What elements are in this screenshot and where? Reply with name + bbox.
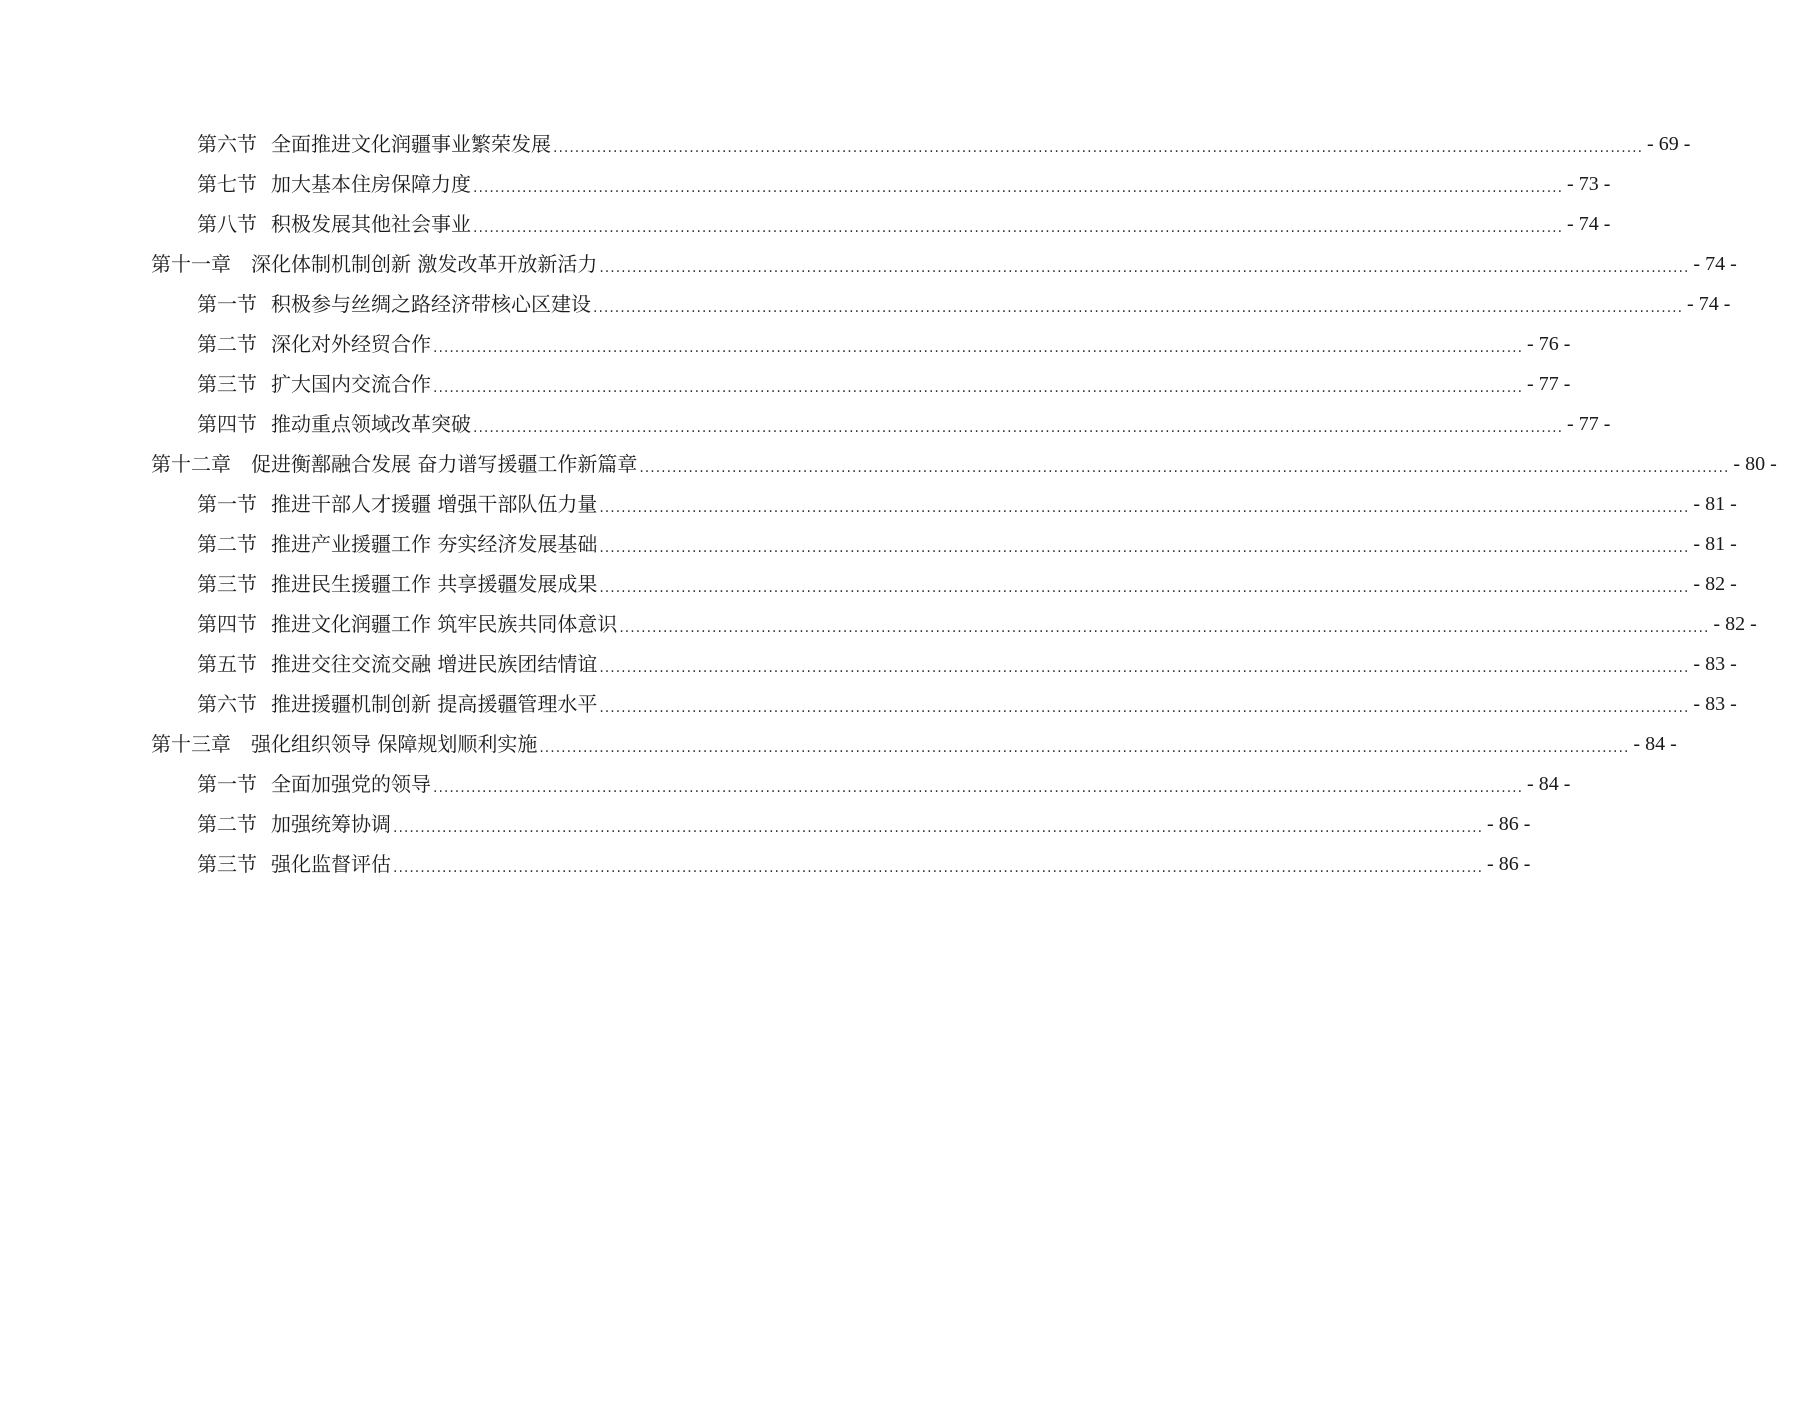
toc-entry-title: 深化体制机制创新 激发改革开放新活力 [251,252,598,276]
toc-page-number: - 77 - [1527,373,1571,395]
toc-page-number: - 73 - [1567,173,1611,195]
toc-entry-number: 第二节 [197,532,257,556]
toc-entry-title: 加强统筹协调 [271,812,391,836]
toc-section-entry[interactable] [0,284,1731,324]
toc-dot-leader: ........................................................................................................................................................................................................ [599,260,1690,276]
toc-section-entry[interactable] [0,524,1737,564]
toc-entry-number: 第十三章 [151,732,231,756]
table-of-contents [0,124,1777,884]
toc-entry-title: 促进衡鄯融合发展 奋力谱写援疆工作新篇章 [251,452,638,476]
toc-dot-leader: ........................................................................................................................................................................................................ [599,580,1690,596]
toc-section-entry[interactable] [0,764,1571,804]
toc-dot-leader: ........................................................................................................................................................................................................ [599,660,1690,676]
toc-dot-leader: ........................................................................................................................................................................................................ [433,780,1524,796]
toc-dot-leader: ........................................................................................................................................................................................................ [599,540,1690,556]
toc-chapter-entry[interactable] [0,244,1737,284]
toc-page-number: - 80 - [1733,453,1777,475]
toc-dot-leader: ........................................................................................................................................................................................................ [433,340,1524,356]
toc-dot-leader: ........................................................................................................................................................................................................ [599,700,1690,716]
toc-dot-leader: ........................................................................................................................................................................................................ [639,460,1730,476]
toc-entry-title: 积极发展其他社会事业 [271,212,471,236]
toc-page-number: - 74 - [1687,293,1731,315]
toc-entry-title: 强化组织领导 保障规划顺利实施 [251,732,538,756]
toc-entry-title: 扩大国内交流合作 [271,372,431,396]
toc-entry-number: 第六节 [197,132,257,156]
toc-chapter-entry[interactable] [0,444,1777,484]
toc-entry-title: 积极参与丝绸之路经济带核心区建设 [271,292,591,316]
toc-entry-number: 第二节 [197,812,257,836]
toc-entry-number: 第二节 [197,332,257,356]
toc-entry-number: 第六节 [197,692,257,716]
toc-entry-title: 深化对外经贸合作 [271,332,431,356]
toc-entry-number: 第三节 [197,372,257,396]
toc-entry-title: 推进援疆机制创新 提高援疆管理水平 [271,692,598,716]
toc-entry-number: 第七节 [197,172,257,196]
toc-section-entry[interactable] [0,484,1737,524]
toc-entry-title: 全面加强党的领导 [271,772,431,796]
toc-section-entry[interactable] [0,604,1757,644]
toc-entry-number: 第四节 [197,412,257,436]
toc-dot-leader: ........................................................................................................................................................................................................ [539,740,1630,756]
toc-entry-number: 第一节 [197,292,257,316]
toc-section-entry[interactable] [0,164,1611,204]
toc-dot-leader: ........................................................................................................................................................................................................ [619,620,1710,636]
toc-entry-number: 第三节 [197,572,257,596]
toc-page-number: - 76 - [1527,333,1571,355]
toc-section-entry[interactable] [0,804,1531,844]
toc-entry-title: 推进交往交流交融 增进民族团结情谊 [271,652,598,676]
toc-entry-title: 全面推进文化润疆事业繁荣发展 [271,132,551,156]
toc-dot-leader: ........................................................................................................................................................................................................ [393,820,1484,836]
toc-page-number: - 74 - [1693,253,1737,275]
toc-page-number: - 84 - [1527,773,1571,795]
toc-entry-title: 推进产业援疆工作 夯实经济发展基础 [271,532,598,556]
toc-dot-leader: ........................................................................................................................................................................................................ [473,220,1564,236]
toc-dot-leader: ........................................................................................................................................................................................................ [593,300,1684,316]
toc-page-number: - 69 - [1647,133,1691,155]
toc-entry-number: 第八节 [197,212,257,236]
toc-page-number: - 74 - [1567,213,1611,235]
toc-section-entry[interactable] [0,564,1737,604]
toc-section-entry[interactable] [0,124,1691,164]
toc-page-number: - 82 - [1693,573,1737,595]
toc-entry-title: 推进干部人才援疆 增强干部队伍力量 [271,492,598,516]
toc-page-number: - 81 - [1693,493,1737,515]
toc-entry-number: 第五节 [197,652,257,676]
toc-entry-number: 第三节 [197,852,257,876]
toc-page-number: - 86 - [1487,853,1531,875]
toc-entry-number: 第一节 [197,492,257,516]
toc-chapter-entry[interactable] [0,724,1677,764]
toc-dot-leader: ........................................................................................................................................................................................................ [393,860,1484,876]
toc-entry-title: 强化监督评估 [271,852,391,876]
toc-page-number: - 83 - [1693,653,1737,675]
toc-page-number: - 84 - [1633,733,1677,755]
toc-section-entry[interactable] [0,324,1571,364]
toc-page-number: - 86 - [1487,813,1531,835]
toc-entry-title: 推动重点领域改革突破 [271,412,471,436]
toc-dot-leader: ........................................................................................................................................................................................................ [599,500,1690,516]
toc-page-number: - 81 - [1693,533,1737,555]
toc-entry-title: 推进民生援疆工作 共享援疆发展成果 [271,572,598,596]
toc-dot-leader: ........................................................................................................................................................................................................ [473,420,1564,436]
toc-dot-leader: ........................................................................................................................................................................................................ [433,380,1524,396]
toc-dot-leader: ........................................................................................................................................................................................................ [473,180,1564,196]
toc-entry-number: 第四节 [197,612,257,636]
toc-section-entry[interactable] [0,684,1737,724]
toc-section-entry[interactable] [0,204,1611,244]
toc-entry-title: 加大基本住房保障力度 [271,172,471,196]
toc-entry-title: 推进文化润疆工作 筑牢民族共同体意识 [271,612,618,636]
toc-page-number: - 77 - [1567,413,1611,435]
toc-entry-number: 第一节 [197,772,257,796]
toc-page-number: - 83 - [1693,693,1737,715]
toc-section-entry[interactable] [0,364,1571,404]
toc-section-entry[interactable] [0,404,1611,444]
toc-entry-number: 第十一章 [151,252,231,276]
toc-section-entry[interactable] [0,644,1737,684]
toc-dot-leader: ........................................................................................................................................................................................................ [553,140,1644,156]
toc-page-number: - 82 - [1713,613,1757,635]
toc-section-entry[interactable] [0,844,1531,884]
toc-entry-number: 第十二章 [151,452,231,476]
